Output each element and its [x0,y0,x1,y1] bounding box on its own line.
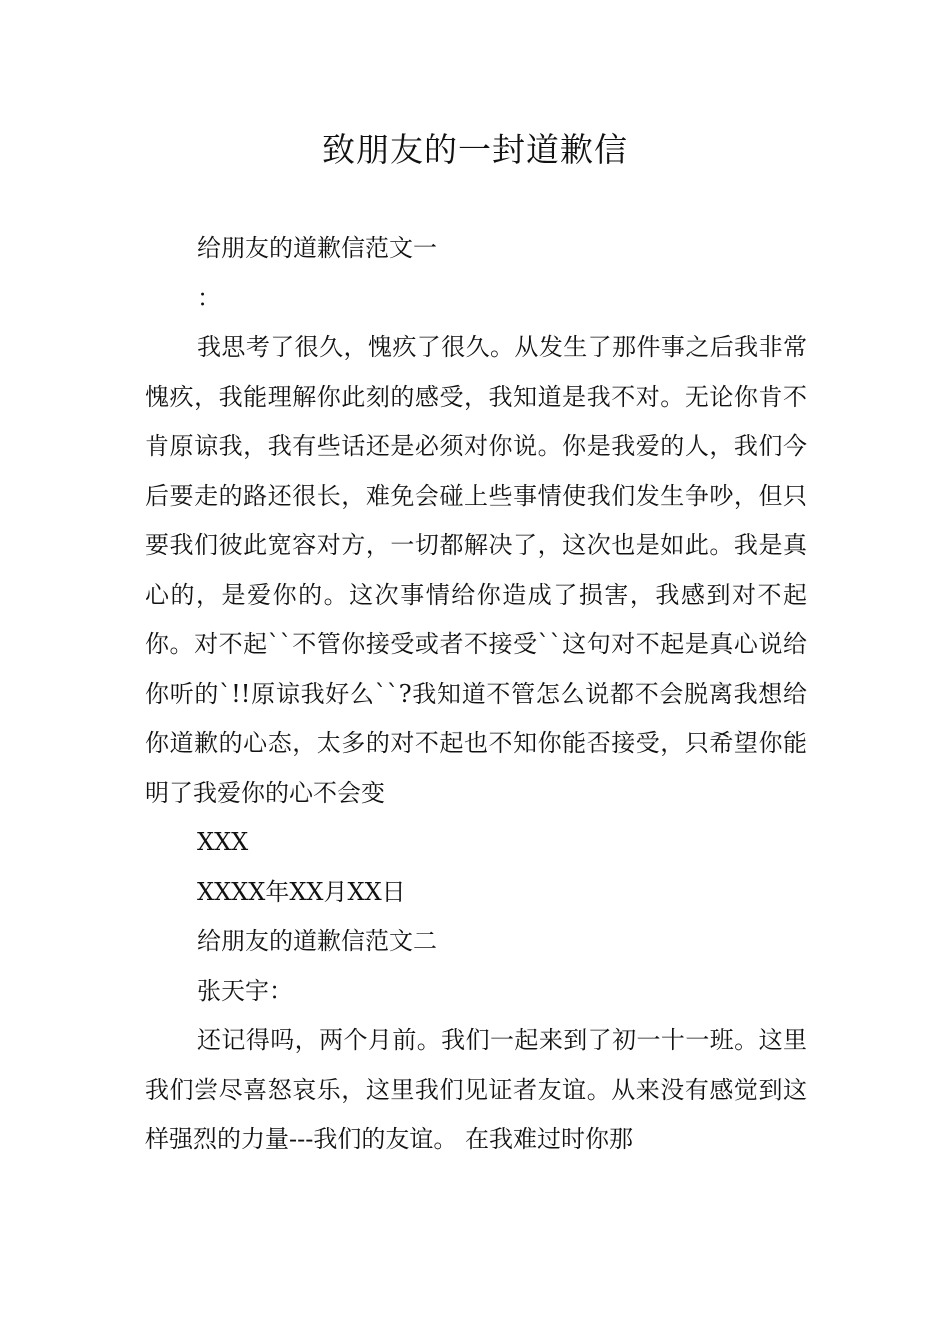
letter-paragraph: 我思考了很久，愧疚了很久。从发生了那件事之后我非常愧疚，我能理解你此刻的感受，我知道是我不对。无论你肯不肯原谅我，我有些话还是必须对你说。你是我爱的人，我们今后要走的路还很长，难免会碰上些事情使我们发生争吵，但只要我们彼此宽容对方，一切都解决了，这次也是如此。我是真心的，是爱你的。这次事情给你造成了损害，我感到对不起你。对不起``不管你接受或者不接受``这句对不起是真心说给你听的`!!原谅我好么``?我知道不管怎么说都不会脱离我想给你道歉的心态，太多的对不起也不知你能否接受，只希望你能明了我爱你的心不会变 [145,333,807,807]
document-title: 致朋友的一封道歉信 [322,130,628,169]
date-line: XXXX年XX月XX日 [197,877,406,906]
document-body [145,224,807,1165]
signature: XXX [197,828,249,856]
section-heading-one: 给朋友的道歉信范文一 [197,234,437,262]
salutation: ： [197,283,221,312]
recipient-name: 张天宇： [197,976,293,1005]
section-heading-two: 给朋友的道歉信范文二 [197,927,437,955]
letter-paragraph-two: 还记得吗，两个月前。我们一起来到了初一十一班。这里我们尝尽喜怒哀乐，这里我们见证者友谊。从来没有感觉到这样强烈的力量---我们的友谊。 在我难过时你那 [145,1026,807,1153]
